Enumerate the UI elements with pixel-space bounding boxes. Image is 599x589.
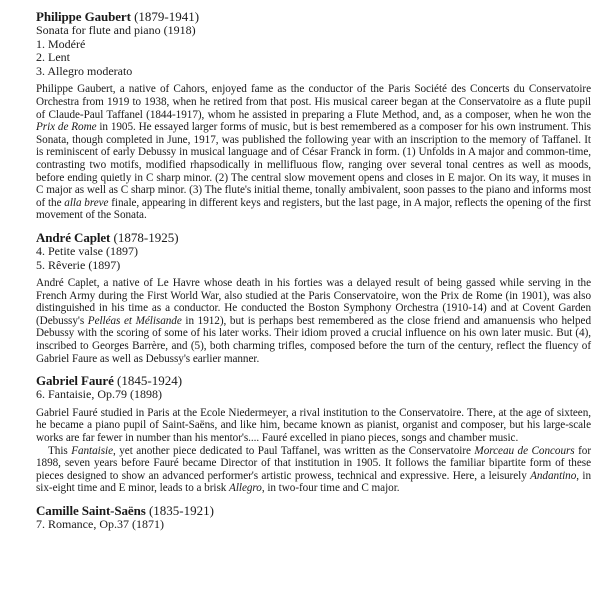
- composer-dates: (1835-1921): [148, 503, 214, 518]
- works-list: [36, 245, 591, 272]
- italic-text: Fantaisie: [71, 444, 113, 457]
- paragraph-text: finale, appearing in different keys and registers, but the last page, in A major, reflects the opening of the first movement of the Sonata.: [36, 196, 591, 222]
- composer-dates: (1845-1924): [117, 373, 183, 389]
- paragraph-text: André Caplet, a native of Le Havre whose death in his forties was a delayed result of being gassed while serving in the French Army during the First World War, also studied at the Paris Conservatoire, won the Prix de Rome (in 1901), was also distinguished in his time as a conductor. He conducted the Boston Symphony Orchestra (1910-14) and at Covent Garden (Debussy's: [36, 277, 591, 327]
- body-paragraph: [36, 83, 591, 222]
- works-list: [36, 24, 591, 78]
- composer-heading: [36, 374, 591, 388]
- composer-dates: (1879-1941): [134, 9, 200, 24]
- paragraph-text: Gabriel Fauré studied in Paris at the Ecole Niedermeyer, a rival institution to the Conservatoire. There, at the age of sixteen, he became a piano pupil of Saint-Saëns, and like him, became known as pianist, organist and composer, but his large-scale works are far fewer in number than his mentor's.... Fauré excelled in piano pieces, songs and chamber music.: [36, 406, 591, 445]
- composer-heading: [36, 504, 591, 518]
- work-title: 5. Rêverie (1897): [36, 257, 121, 272]
- composer-heading: [36, 231, 591, 245]
- work-title: 4. Petite valse (1897): [36, 243, 138, 258]
- work-title: 6. Fantaisie, Op.79 (1898): [36, 387, 162, 402]
- work-title: 2. Lent: [36, 50, 70, 65]
- paragraph-text: for 1898, seven years before Fauré became Director of that institution in 1905. It follows the familiar bipartite form of these pieces designed to show an advanced performer's artistic prowess, technical and expressive. Here, a leisurely: [36, 444, 591, 482]
- composer-dates: (1878-1925): [113, 229, 179, 245]
- works-list: [36, 518, 591, 532]
- section-gabriel-faure: [36, 374, 591, 495]
- work-title: 3. Allegro moderato: [36, 63, 133, 78]
- italic-text: alla breve: [64, 196, 109, 209]
- works-list: [36, 388, 591, 402]
- work-title: Sonata for flute and piano (1918): [36, 23, 196, 37]
- paragraph-text: Philippe Gaubert, a native of Cahors, enjoyed fame as the conductor of the Paris Société des Concerts du Conservatoire Orchestra from 1919 to 1938, when he retired from that post. His musical career began at the Conservatoire as a flute pupil of Claude-Paul Taffanel (1844-1917), whom he assisted in preparing a Flute Method, and, as a composer, when he won the: [36, 83, 591, 121]
- italic-text: Prix de Rome: [36, 121, 97, 134]
- body-paragraph: [36, 277, 591, 365]
- paragraph-text: in 1912), but is perhaps best remembered as the close friend and amanuensis who helped Debussy with the scoring of some of his later works. Their idiom proved a crucial influence on his own later music. But (4), inscribed to Georges Barrère, and (5), both charming trifles, composed before the turn of the century, reflect the fluency of Gabriel Faure as well as Debussy's earlier manner.: [36, 314, 591, 365]
- paragraph-text: in 1905. He essayed larger forms of music, but is best remembered as a composer for his own instrument. This Sonata, though completed in June, 1917, was published the following year with an inscription to the memory of Taffanel. It is reminiscent of early Debussy in musical language and of César Franck in form. (1) Unfolds in A major and common-time, contrasting two motifs, modified rhapsodically in mellifluous flow, ranging over several tonal centres as well as moods, before ending quietly in C sharp minor. (2) The central slow movement opens and closes in E major. On its way, it muses in C major as well as C sharp minor. (3) The flute's initial theme, tonally ambivalent, soon passes to the piano and informs most of the: [36, 121, 591, 209]
- body-paragraph: [36, 445, 591, 495]
- composer-name: Philippe Gaubert: [36, 9, 131, 24]
- italic-text: Allegro: [229, 482, 262, 495]
- section-andre-caplet: [36, 231, 591, 365]
- paragraph-text: , yet another piece dedicated to Paul Taffanel, was written as the Conservatoire: [113, 444, 475, 457]
- work-title: 1. Modéré: [36, 36, 86, 51]
- composer-name: Camille Saint-Saëns: [36, 503, 146, 518]
- paragraph-text: , in two-four time and C major.: [261, 482, 400, 495]
- body-paragraph: [36, 407, 591, 445]
- italic-text: Pelléas et Mélisande: [87, 314, 182, 327]
- composer-name: Gabriel Fauré: [36, 373, 114, 389]
- section-camille-saint-saens: [36, 504, 591, 532]
- section-philippe-gaubert: [36, 10, 591, 222]
- italic-text: Andantino: [530, 469, 577, 482]
- work-title: 7. Romance, Op.37 (1871): [36, 517, 164, 531]
- composer-heading: [36, 10, 591, 24]
- composer-name: André Caplet: [36, 229, 111, 245]
- italic-text: Morceau de Concours: [474, 444, 575, 457]
- paragraph-text: , in six-eight time and E minor, leads to a brisk: [36, 469, 591, 495]
- paragraph-text: This: [48, 444, 72, 457]
